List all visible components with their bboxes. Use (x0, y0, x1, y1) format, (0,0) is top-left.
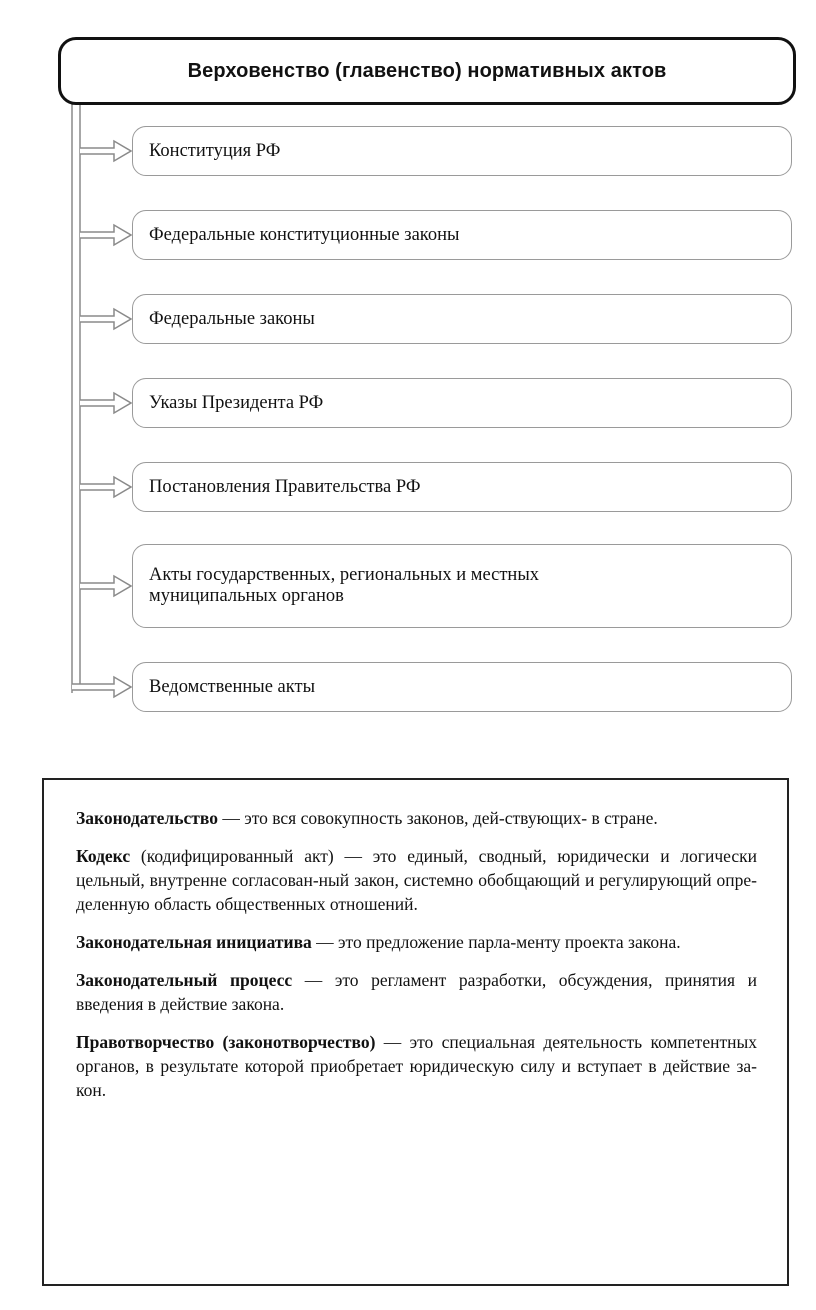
level-label: Указы Президента РФ (149, 392, 324, 413)
arrow-to-level (72, 677, 131, 697)
level-label: Конституция РФ (149, 140, 281, 161)
arrow-to-level (80, 309, 131, 329)
level-constitution (132, 126, 792, 176)
diagram-title: Верховенство (главенство) нормативных актов (58, 37, 796, 105)
definition-term: Правотворчество (законотворчество) (76, 1032, 376, 1052)
arrow-to-level (80, 576, 131, 596)
level-government-resolutions (132, 462, 792, 512)
level-label: Постановления Правительства РФ (149, 476, 421, 497)
definition-term: Законодательная инициатива (76, 932, 312, 952)
definition-item (76, 930, 757, 954)
definition-text: — это предложение парла-менту проекта закона. (311, 932, 681, 952)
definition-term: Кодекс (76, 846, 131, 866)
level-label: Федеральные конституционные законы (149, 224, 460, 245)
definition-item (76, 968, 757, 1016)
definition-text: (кодифицированный акт) — это единый, сводный, юридически и логически цельный, внутренне согласован-ный закон, системно обобщающий и регулирующий опре-деленную область общественных отношений. (76, 846, 757, 914)
level-departmental-acts (132, 662, 792, 712)
definition-term: Законодательство (76, 808, 218, 828)
level-label: Федеральные законы (149, 308, 315, 329)
definition-item (76, 1030, 757, 1102)
arrow-to-level (80, 225, 131, 245)
definition-term: Законодательный процесс (76, 970, 293, 990)
level-label: Ведомственные акты (149, 676, 315, 697)
arrow-to-level (80, 477, 131, 497)
arrow-to-level (80, 141, 131, 161)
definition-text: — это вся совокупность законов, дей-ствующих- в стране. (217, 808, 658, 828)
level-regional-municipal-acts (132, 544, 792, 628)
level-presidential-decrees (132, 378, 792, 428)
arrow-to-level (80, 393, 131, 413)
definition-item (76, 844, 757, 916)
definition-text: — это регламент разработки, обсуждения, принятия и введения в действие закона. (76, 970, 757, 1014)
definition-text: — это специальная деятельность компетентных органов, в результате которой приобретает юридическую силу и вступает в действие за-кон. (76, 1032, 757, 1100)
definition-item (76, 806, 757, 830)
level-federal-constitutional-laws (132, 210, 792, 260)
level-federal-laws (132, 294, 792, 344)
definitions-box (42, 778, 789, 1286)
level-label: Акты государственных, региональных и местных муниципальных органов (149, 565, 539, 606)
